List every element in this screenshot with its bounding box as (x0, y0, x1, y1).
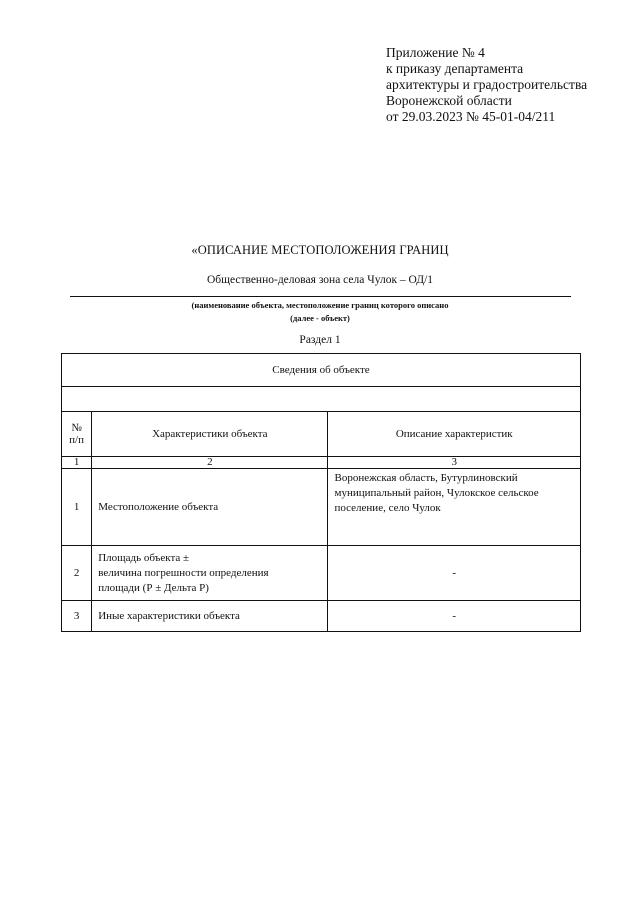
row-description: Воронежская область, Бутурлиновский муниципальный район, Чулокское сельское поселение, село Чулок (328, 469, 581, 546)
table-row (62, 601, 581, 632)
appendix-line: Воронежской области (386, 93, 512, 108)
index-cell: 2 (92, 457, 328, 469)
row-num: 3 (62, 601, 92, 632)
row-num: 1 (62, 469, 92, 546)
document-title: «ОПИСАНИЕ МЕСТОПОЛОЖЕНИЯ ГРАНИЦ (191, 243, 449, 257)
section-title: Раздел 1 (299, 334, 341, 346)
row-characteristic: Местоположение объекта (92, 469, 328, 546)
table-row (62, 546, 581, 601)
row-num: 2 (62, 546, 92, 601)
header-characteristics: Характеристики объекта (92, 412, 328, 457)
table-header-row (62, 412, 581, 457)
header-num (62, 412, 92, 457)
index-cell: 1 (62, 457, 92, 469)
object-name-underline (70, 296, 571, 297)
header-description: Описание характеристик (328, 412, 581, 457)
appendix-line: архитектуры и градостроительства (386, 77, 588, 92)
header-num-line2: п/п (69, 434, 85, 446)
object-info-table (61, 353, 581, 632)
table-title: Сведения об объекте (62, 354, 581, 387)
appendix-line: к приказу департамента (386, 61, 524, 76)
row-characteristic-line: величина погрешности определения (98, 566, 269, 579)
row-characteristic-line: Площадь объекта ± (98, 551, 190, 564)
row-characteristic: Иные характеристики объекта (92, 601, 328, 632)
row-description: - (328, 546, 581, 601)
object-name: Общественно-деловая зона села Чулок – ОД/1 (206, 274, 434, 286)
header-num-line1: № (71, 422, 82, 434)
table-title-row (62, 354, 581, 387)
appendix-line: от 29.03.2023 № 45-01-04/211 (386, 109, 556, 124)
row-description: - (328, 601, 581, 632)
row-characteristic-line: площади (Р ± Дельта Р) (98, 581, 209, 594)
table-empty-cell (62, 387, 581, 412)
table-row (62, 469, 581, 546)
appendix-line: Приложение № 4 (386, 45, 485, 60)
row-characteristic (92, 546, 328, 601)
appendix-block (386, 45, 587, 125)
table-empty-row (62, 387, 581, 412)
object-name-caption: (наименование объекта, местоположение границ которого описано (191, 300, 449, 310)
table-index-row (62, 457, 581, 469)
object-name-caption-continued: (далее - объект) (290, 313, 350, 323)
index-cell: 3 (328, 457, 581, 469)
